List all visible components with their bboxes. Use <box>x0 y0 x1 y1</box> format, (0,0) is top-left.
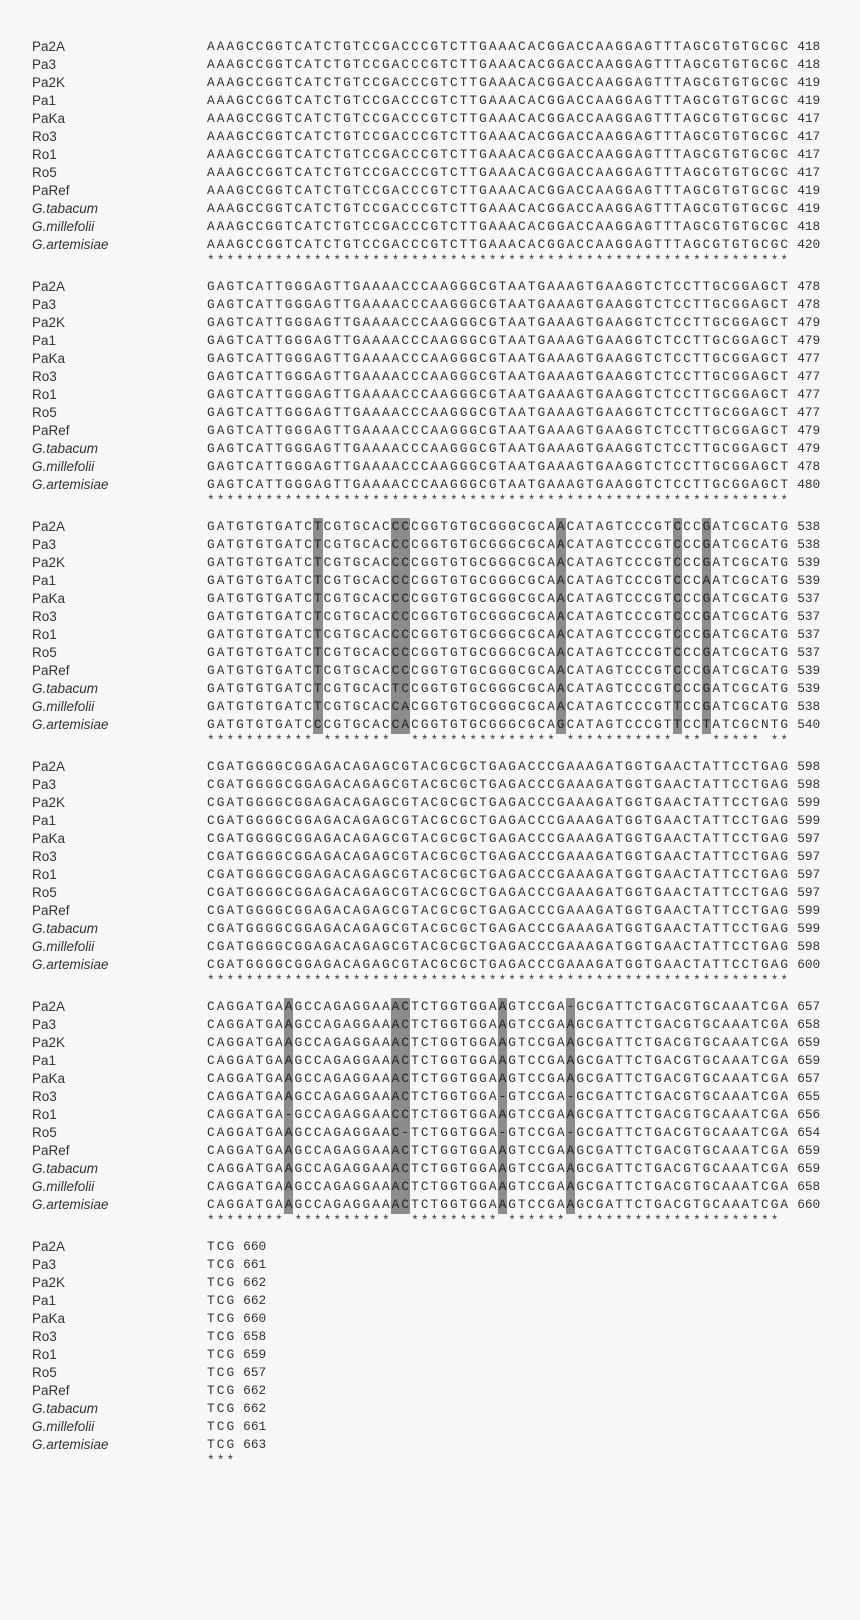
sequence-text: C G A T G G G G C G G A G A C A G A G C G T A C G C G C T G A G A C C C G A A A G A T G G T G A A C T A T T C C T G A G <box>207 777 789 792</box>
sequence-label: Ro5 <box>32 1125 57 1140</box>
position-number: 538 <box>797 699 821 714</box>
sequence-label: Pa3 <box>32 1257 57 1272</box>
alignment-row <box>0 1016 860 1034</box>
sequence-label: Pa1 <box>32 1053 57 1068</box>
position-number: 657 <box>797 999 821 1014</box>
position-number: 417 <box>797 111 821 126</box>
position-number: 477 <box>797 369 821 384</box>
alignment-row <box>0 1256 860 1274</box>
sequence-label: G.artemisiae <box>32 1197 109 1212</box>
alignment-row <box>0 536 860 554</box>
sequence-text: G A G T C A T T G G G A G T T G A A A A C C C A A G G G C G T A A T G A A A G T G A A G G T C T C C T T G C G G A G C T <box>207 441 789 456</box>
alignment-row <box>0 386 860 404</box>
sequence-label: PaKa <box>32 1071 66 1086</box>
sequence-label: Pa2K <box>32 795 66 810</box>
sequence-text: G A T G T G T G A T C T C G T G C A C C C C G G T G T G C G G G C G C A A C A T A G T C C C G T C C C G A T C G C A T G <box>207 609 789 624</box>
position-number: 597 <box>797 867 821 882</box>
alignment-row <box>0 278 860 296</box>
alignment-row <box>0 1070 860 1088</box>
alignment-row <box>0 164 860 182</box>
alignment-row <box>0 1196 860 1214</box>
alignment-row <box>0 608 860 626</box>
sequence-text: G A T G T G T G A T C T C G T G C A C C C C G G T G T G C G G G C G C A A C A T A G T C C C G T C C C G A T C G C A T G <box>207 663 789 678</box>
alignment-row <box>0 56 860 74</box>
sequence-label: Pa3 <box>32 297 57 312</box>
sequence-text: G A T G T G T G A T C T C G T G C A C C C C G G T G T G C G G G C G C A A C A T A G T C C C G T C C C G A T C G C A T G <box>207 627 789 642</box>
alignment-row <box>0 458 860 476</box>
position-number: 658 <box>797 1017 821 1032</box>
sequence-text: A A A G C C G G T C A T C T G T C C G A C C C G T C T T G A A A C A C G G A C C A A G G A G T T T A G C G T G T G C G C <box>207 93 789 108</box>
alignment-row <box>0 902 860 920</box>
sequence-text: C G A T G G G G C G G A G A C A G A G C G T A C G C G C T G A G A C C C G A A A G A T G G T G A A C T A T T C C T G A G <box>207 903 789 918</box>
sequence-label: G.millefolii <box>32 699 95 714</box>
sequence-text: C G A T G G G G C G G A G A C A G A G C G T A C G C G C T G A G A C C C G A A A G A T G G T G A A C T A T T C C T G A G <box>207 759 789 774</box>
alignment-row <box>0 1292 860 1310</box>
sequence-text: C A G G A T G A A G C C A G A G G A A A C T C T G G T G G A A G T C C G A A G C G A T T C T G A C G T G C A A A T C G A <box>207 1053 789 1068</box>
sequence-label: PaKa <box>32 351 66 366</box>
sequence-label: PaRef <box>32 1143 70 1158</box>
sequence-label: Ro5 <box>32 165 57 180</box>
sequence-text: G A T G T G T G A T C T C G T G C A C C C C G G T G T G C G G G C G C A A C A T A G T C C C G T C C C G A T C G C A T G <box>207 537 789 552</box>
alignment-row <box>0 590 860 608</box>
position-number: 478 <box>797 459 821 474</box>
sequence-text: C A G G A T G A A G C C A G A G G A A A C T C T G G T G G A A G T C C G A A G C G A T T C T G A C G T G C A A A T C G A <box>207 1161 789 1176</box>
position-number: 599 <box>797 813 821 828</box>
alignment-row <box>0 404 860 422</box>
alignment-row <box>0 554 860 572</box>
position-number: 600 <box>797 957 821 972</box>
alignment-row <box>0 572 860 590</box>
alignment-row <box>0 236 860 254</box>
position-number: 418 <box>797 57 821 72</box>
sequence-label: G.artemisiae <box>32 1437 109 1452</box>
alignment-row <box>0 440 860 458</box>
sequence-text: G A T G T G T G A T C T C G T G C A C C C C G G T G T G C G G G C G C A A C A T A G T C C C G T C C C G A T C G C A T G <box>207 645 789 660</box>
position-number: 660 <box>243 1311 267 1326</box>
sequence-label: Ro3 <box>32 1089 57 1104</box>
sequence-label: Ro1 <box>32 1347 57 1362</box>
alignment-row <box>0 1328 860 1346</box>
sequence-text: T C G <box>207 1329 235 1344</box>
sequence-text: T C G <box>207 1311 235 1326</box>
sequence-text: G A G T C A T T G G G A G T T G A A A A C C C A A G G G C G T A A T G A A A G T G A A G G T C T C C T T G C G G A G C T <box>207 351 789 366</box>
alignment-row <box>0 1088 860 1106</box>
sequence-label: G.tabacum <box>32 201 99 216</box>
sequence-label: G.tabacum <box>32 441 99 456</box>
sequence-label: G.artemisiae <box>32 237 109 252</box>
sequence-label: G.millefolii <box>32 939 95 954</box>
alignment-row <box>0 920 860 938</box>
sequence-text: C G A T G G G G C G G A G A C A G A G C G T A C G C G C T G A G A C C C G A A A G A T G G T G A A C T A T T C C T G A G <box>207 867 789 882</box>
alignment-row <box>0 848 860 866</box>
alignment-row <box>0 128 860 146</box>
alignment-row <box>0 350 860 368</box>
position-number: 478 <box>797 279 821 294</box>
position-number: 599 <box>797 903 821 918</box>
sequence-text: T C G <box>207 1383 235 1398</box>
sequence-label: Pa3 <box>32 777 57 792</box>
sequence-text: C A G G A T G A A G C C A G A G G A A A C T C T G G T G G A - G T C C G A - G C G A T T C T G A C G T G C A A A T C G A <box>207 1089 789 1104</box>
sequence-label: G.millefolii <box>32 459 95 474</box>
alignment-row <box>0 1124 860 1142</box>
sequence-label: Pa2A <box>32 519 66 534</box>
alignment-row <box>0 956 860 974</box>
sequence-label: PaKa <box>32 111 66 126</box>
sequence-label: G.artemisiae <box>32 477 109 492</box>
sequence-label: Ro3 <box>32 609 57 624</box>
sequence-text: C G A T G G G G C G G A G A C A G A G C G T A C G C G C T G A G A C C C G A A A G A T G G T G A A C T A T T C C T G A G <box>207 831 789 846</box>
sequence-text: G A G T C A T T G G G A G T T G A A A A C C C A A G G G C G T A A T G A A A G T G A A G G T C T C C T T G C G G A G C T <box>207 369 789 384</box>
alignment-row <box>0 92 860 110</box>
sequence-label: Ro5 <box>32 885 57 900</box>
sequence-text: G A G T C A T T G G G A G T T G A A A A C C C A A G G G C G T A A T G A A A G T G A A G G T C T C C T T G C G G A G C T <box>207 405 789 420</box>
sequence-label: Ro3 <box>32 369 57 384</box>
sequence-label: Pa2K <box>32 75 66 90</box>
sequence-label: Pa2A <box>32 279 66 294</box>
sequence-label: Ro5 <box>32 405 57 420</box>
sequence-text: G A T G T G T G A T C T C G T G C A C C C C G G T G T G C G G G C G C A A C A T A G T C C C G T C C C G A T C G C A T G <box>207 555 789 570</box>
alignment-row <box>0 1034 860 1052</box>
sequence-text: A A A G C C G G T C A T C T G T C C G A C C C G T C T T G A A A C A C G G A C C A A G G A G T T T A G C G T G T G C G C <box>207 111 789 126</box>
position-number: 658 <box>243 1329 267 1344</box>
sequence-label: G.millefolii <box>32 1179 95 1194</box>
alignment-row <box>0 1052 860 1070</box>
position-number: 420 <box>797 237 821 252</box>
alignment-row <box>0 866 860 884</box>
position-number: 657 <box>797 1071 821 1086</box>
consensus-line: * * * <box>207 1453 235 1468</box>
consensus-line: * * * * * * * * * * * * * * * * * * * * * * * * * * * * * * * * * * * * * * * * * * * * * * * * * * * * * * <box>207 1213 779 1228</box>
alignment-row <box>0 518 860 536</box>
sequence-label: Ro3 <box>32 129 57 144</box>
sequence-text: T C G <box>207 1419 235 1434</box>
alignment-row <box>0 182 860 200</box>
sequence-label: Pa1 <box>32 1293 57 1308</box>
position-number: 538 <box>797 519 821 534</box>
position-number: 659 <box>797 1143 821 1158</box>
position-number: 417 <box>797 129 821 144</box>
consensus-line: * * * * * * * * * * * * * * * * * * * * * * * * * * * * * * * * * * * * * * * * * * * * * * * * * * * * * * * * * * * * <box>207 973 789 988</box>
sequence-text: C A G G A T G A A G C C A G A G G A A A C T C T G G T G G A A G T C C G A A G C G A T T C T G A C G T G C A A A T C G A <box>207 1143 789 1158</box>
sequence-label: Pa1 <box>32 333 57 348</box>
sequence-label: Ro1 <box>32 867 57 882</box>
alignment-row <box>0 812 860 830</box>
position-number: 658 <box>797 1179 821 1194</box>
alignment-row <box>0 716 860 734</box>
position-number: 537 <box>797 627 821 642</box>
position-number: 598 <box>797 759 821 774</box>
sequence-text: T C G <box>207 1365 235 1380</box>
sequence-text: C G A T G G G G C G G A G A C A G A G C G T A C G C G C T G A G A C C C G A A A G A T G G T G A A C T A T T C C T G A G <box>207 939 789 954</box>
alignment-row <box>0 74 860 92</box>
alignment-row <box>0 368 860 386</box>
sequence-label: Pa1 <box>32 573 57 588</box>
sequence-label: Pa2A <box>32 759 66 774</box>
sequence-label: PaKa <box>32 831 66 846</box>
position-number: 479 <box>797 423 821 438</box>
sequence-text: G A G T C A T T G G G A G T T G A A A A C C C A A G G G C G T A A T G A A A G T G A A G G T C T C C T T G C G G A G C T <box>207 333 789 348</box>
alignment-row <box>0 1142 860 1160</box>
alignment-row <box>0 830 860 848</box>
sequence-text: T C G <box>207 1275 235 1290</box>
alignment-row <box>0 110 860 128</box>
sequence-text: G A G T C A T T G G G A G T T G A A A A C C C A A G G G C G T A A T G A A A G T G A A G G T C T C C T T G C G G A G C T <box>207 477 789 492</box>
position-number: 539 <box>797 573 821 588</box>
consensus-line: * * * * * * * * * * * * * * * * * * * * * * * * * * * * * * * * * * * * * * * * * * * * * * * * * * * * * <box>207 733 789 748</box>
sequence-text: A A A G C C G G T C A T C T G T C C G A C C C G T C T T G A A A C A C G G A C C A A G G A G T T T A G C G T G T G C G C <box>207 75 789 90</box>
position-number: 654 <box>797 1125 821 1140</box>
position-number: 480 <box>797 477 821 492</box>
sequence-label: Ro1 <box>32 1107 57 1122</box>
position-number: 662 <box>243 1401 267 1416</box>
position-number: 662 <box>243 1275 267 1290</box>
alignment-row <box>0 1238 860 1256</box>
position-number: 537 <box>797 609 821 624</box>
sequence-label: PaKa <box>32 591 66 606</box>
alignment-row <box>0 1160 860 1178</box>
position-number: 419 <box>797 75 821 90</box>
sequence-text: G A G T C A T T G G G A G T T G A A A A C C C A A G G G C G T A A T G A A A G T G A A G G T C T C C T T G C G G A G C T <box>207 315 789 330</box>
position-number: 662 <box>243 1293 267 1308</box>
alignment-row <box>0 938 860 956</box>
alignment-row <box>0 1400 860 1418</box>
sequence-text: C G A T G G G G C G G A G A C A G A G C G T A C G C G C T G A G A C C C G A A A G A T G G T G A A C T A T T C C T G A G <box>207 921 789 936</box>
sequence-text: C G A T G G G G C G G A G A C A G A G C G T A C G C G C T G A G A C C C G A A A G A T G G T G A A C T A T T C C T G A G <box>207 849 789 864</box>
sequence-label: Ro3 <box>32 849 57 864</box>
sequence-text: C A G G A T G A - G C C A G A G G A A C C T C T G G T G G A A G T C C G A A G C G A T T C T G A C G T G C A A A T C G A <box>207 1107 789 1122</box>
position-number: 656 <box>797 1107 821 1122</box>
sequence-label: G.artemisiae <box>32 957 109 972</box>
sequence-text: T C G <box>207 1437 235 1452</box>
sequence-text: G A T G T G T G A T C T C G T G C A C C C C G G T G T G C G G G C G C A A C A T A G T C C C G T C C C A A T C G C A T G <box>207 573 789 588</box>
sequence-text: T C G <box>207 1257 235 1272</box>
sequence-text: A A A G C C G G T C A T C T G T C C G A C C C G T C T T G A A A C A C G G A C C A A G G A G T T T A G C G T G T G C G C <box>207 165 789 180</box>
sequence-label: PaKa <box>32 1311 66 1326</box>
alignment-row <box>0 998 860 1016</box>
alignment-row <box>0 1310 860 1328</box>
sequence-text: G A T G T G T G A T C C C G T G C A C C A C G G T G T G C G G G C G C A G C A T A G T C C C G T T C C T A T C G C N T G <box>207 717 789 732</box>
sequence-label: PaRef <box>32 423 70 438</box>
alignment-row <box>0 476 860 494</box>
sequence-text: G A G T C A T T G G G A G T T G A A A A C C C A A G G G C G T A A T G A A A G T G A A G G T C T C C T T G C G G A G C T <box>207 387 789 402</box>
sequence-label: Pa2A <box>32 39 66 54</box>
alignment-row <box>0 662 860 680</box>
consensus-line: * * * * * * * * * * * * * * * * * * * * * * * * * * * * * * * * * * * * * * * * * * * * * * * * * * * * * * * * * * * * <box>207 493 789 508</box>
position-number: 599 <box>797 795 821 810</box>
alignment-row <box>0 794 860 812</box>
sequence-text: G A T G T G T G A T C T C G T G C A C C A C G G T G T G C G G G C G C A A C A T A G T C C C G T T C C G A T C G C A T G <box>207 699 789 714</box>
alignment-row <box>0 38 860 56</box>
sequence-text: A A A G C C G G T C A T C T G T C C G A C C C G T C T T G A A A C A C G G A C C A A G G A G T T T A G C G T G T G C G C <box>207 39 789 54</box>
alignment-row <box>0 758 860 776</box>
sequence-label: Pa1 <box>32 813 57 828</box>
sequence-label: G.millefolii <box>32 219 95 234</box>
sequence-label: G.tabacum <box>32 921 99 936</box>
alignment-row <box>0 1106 860 1124</box>
alignment-row <box>0 314 860 332</box>
sequence-label: PaRef <box>32 183 70 198</box>
sequence-label: Pa2K <box>32 315 66 330</box>
sequence-text: A A A G C C G G T C A T C T G T C C G A C C C G T C T T G A A A C A C G G A C C A A G G A G T T T A G C G T G T G C G C <box>207 57 789 72</box>
position-number: 659 <box>797 1035 821 1050</box>
sequence-text: A A A G C C G G T C A T C T G T C C G A C C C G T C T T G A A A C A C G G A C C A A G G A G T T T A G C G T G T G C G C <box>207 183 789 198</box>
sequence-label: Ro1 <box>32 387 57 402</box>
sequence-label: Pa2A <box>32 999 66 1014</box>
sequence-text: A A A G C C G G T C A T C T G T C C G A C C C G T C T T G A A A C A C G G A C C A A G G A G T T T A G C G T G T G C G C <box>207 219 789 234</box>
position-number: 661 <box>243 1257 267 1272</box>
sequence-label: PaRef <box>32 1383 70 1398</box>
alignment-row <box>0 884 860 902</box>
sequence-label: PaRef <box>32 663 70 678</box>
position-number: 597 <box>797 849 821 864</box>
alignment-row <box>0 146 860 164</box>
sequence-text: C A G G A T G A A G C C A G A G G A A A C T C T G G T G G A A G T C C G A A G C G A T T C T G A C G T G C A A A T C G A <box>207 1179 789 1194</box>
sequence-text: A A A G C C G G T C A T C T G T C C G A C C C G T C T T G A A A C A C G G A C C A A G G A G T T T A G C G T G T G C G C <box>207 237 789 252</box>
position-number: 418 <box>797 39 821 54</box>
position-number: 540 <box>797 717 821 732</box>
sequence-text: A A A G C C G G T C A T C T G T C C G A C C C G T C T T G A A A C A C G G A C C A A G G A G T T T A G C G T G T G C G C <box>207 201 789 216</box>
sequence-label: Ro5 <box>32 645 57 660</box>
sequence-text: G A T G T G T G A T C T C G T G C A C T C C G G T G T G C G G G C G C A A C A T A G T C C C G T C C C G A T C G C A T G <box>207 681 789 696</box>
position-number: 598 <box>797 939 821 954</box>
sequence-text: C A G G A T G A A G C C A G A G G A A A C T C T G G T G G A A G T C C G A - G C G A T T C T G A C G T G C A A A T C G A <box>207 999 789 1014</box>
alignment-row <box>0 200 860 218</box>
alignment-row <box>0 1274 860 1292</box>
position-number: 479 <box>797 441 821 456</box>
sequence-label: Pa1 <box>32 93 57 108</box>
position-number: 537 <box>797 645 821 660</box>
position-number: 655 <box>797 1089 821 1104</box>
sequence-text: G A G T C A T T G G G A G T T G A A A A C C C A A G G G C G T A A T G A A A G T G A A G G T C T C C T T G C G G A G C T <box>207 297 789 312</box>
consensus-line: * * * * * * * * * * * * * * * * * * * * * * * * * * * * * * * * * * * * * * * * * * * * * * * * * * * * * * * * * * * * <box>207 253 789 268</box>
sequence-text: T C G <box>207 1401 235 1416</box>
sequence-text: G A G T C A T T G G G A G T T G A A A A C C C A A G G G C G T A A T G A A A G T G A A G G T C T C C T T G C G G A G C T <box>207 423 789 438</box>
sequence-text: C G A T G G G G C G G A G A C A G A G C G T A C G C G C T G A G A C C C G A A A G A T G G T G A A C T A T T C C T G A G <box>207 813 789 828</box>
sequence-text: C G A T G G G G C G G A G A C A G A G C G T A C G C G C T G A G A C C C G A A A G A T G G T G A A C T A T T C C T G A G <box>207 957 789 972</box>
alignment-row <box>0 332 860 350</box>
position-number: 663 <box>243 1437 267 1452</box>
alignment-row <box>0 296 860 314</box>
position-number: 660 <box>797 1197 821 1212</box>
alignment-row <box>0 1364 860 1382</box>
position-number: 598 <box>797 777 821 792</box>
sequence-label: G.tabacum <box>32 1161 99 1176</box>
sequence-label: PaRef <box>32 903 70 918</box>
alignment-row <box>0 680 860 698</box>
sequence-label: Ro1 <box>32 147 57 162</box>
alignment-row <box>0 422 860 440</box>
position-number: 539 <box>797 663 821 678</box>
sequence-text: C A G G A T G A A G C C A G A G G A A C - T C T G G T G G A - G T C C G A - G C G A T T C T G A C G T G C A A A T C G A <box>207 1125 789 1140</box>
sequence-text: A A A G C C G G T C A T C T G T C C G A C C C G T C T T G A A A C A C G G A C C A A G G A G T T T A G C G T G T G C G C <box>207 129 789 144</box>
alignment-row <box>0 1346 860 1364</box>
sequence-label: G.tabacum <box>32 1401 99 1416</box>
sequence-text: C G A T G G G G C G G A G A C A G A G C G T A C G C G C T G A G A C C C G A A A G A T G G T G A A C T A T T C C T G A G <box>207 885 789 900</box>
alignment-row <box>0 698 860 716</box>
position-number: 539 <box>797 681 821 696</box>
position-number: 479 <box>797 315 821 330</box>
sequence-text: G A G T C A T T G G G A G T T G A A A A C C C A A G G G C G T A A T G A A A G T G A A G G T C T C C T T G C G G A G C T <box>207 279 789 294</box>
sequence-text: A A A G C C G G T C A T C T G T C C G A C C C G T C T T G A A A C A C G G A C C A A G G A G T T T A G C G T G T G C G C <box>207 147 789 162</box>
position-number: 657 <box>243 1365 267 1380</box>
sequence-label: Pa3 <box>32 57 57 72</box>
sequence-label: Ro3 <box>32 1329 57 1344</box>
alignment-row <box>0 626 860 644</box>
alignment-row <box>0 218 860 236</box>
position-number: 478 <box>797 297 821 312</box>
sequence-label: Ro1 <box>32 627 57 642</box>
sequence-label: Pa2K <box>32 1035 66 1050</box>
sequence-text: C A G G A T G A A G C C A G A G G A A A C T C T G G T G G A A G T C C G A A G C G A T T C T G A C G T G C A A A T C G A <box>207 1017 789 1032</box>
position-number: 419 <box>797 201 821 216</box>
position-number: 537 <box>797 591 821 606</box>
position-number: 417 <box>797 147 821 162</box>
position-number: 597 <box>797 831 821 846</box>
position-number: 659 <box>797 1161 821 1176</box>
position-number: 477 <box>797 351 821 366</box>
position-number: 479 <box>797 333 821 348</box>
position-number: 597 <box>797 885 821 900</box>
position-number: 660 <box>243 1239 267 1254</box>
alignment-row <box>0 776 860 794</box>
position-number: 419 <box>797 183 821 198</box>
sequence-label: Pa3 <box>32 1017 57 1032</box>
sequence-text: C A G G A T G A A G C C A G A G G A A A C T C T G G T G G A A G T C C G A A G C G A T T C T G A C G T G C A A A T C G A <box>207 1035 789 1050</box>
sequence-text: G A T G T G T G A T C T C G T G C A C C C C G G T G T G C G G G C G C A A C A T A G T C C C G T C C C G A T C G C A T G <box>207 591 789 606</box>
sequence-text: T C G <box>207 1239 235 1254</box>
sequence-text: C A G G A T G A A G C C A G A G G A A A C T C T G G T G G A A G T C C G A A G C G A T T C T G A C G T G C A A A T C G A <box>207 1071 789 1086</box>
alignment-row <box>0 644 860 662</box>
alignment-row <box>0 1436 860 1454</box>
position-number: 477 <box>797 387 821 402</box>
position-number: 659 <box>243 1347 267 1362</box>
sequence-text: T C G <box>207 1347 235 1362</box>
sequence-text: C G A T G G G G C G G A G A C A G A G C G T A C G C G C T G A G A C C C G A A A G A T G G T G A A C T A T T C C T G A G <box>207 795 789 810</box>
position-number: 662 <box>243 1383 267 1398</box>
sequence-label: G.artemisiae <box>32 717 109 732</box>
alignment-row <box>0 1382 860 1400</box>
alignment-row <box>0 1418 860 1436</box>
sequence-label: Pa2K <box>32 1275 66 1290</box>
sequence-label: Ro5 <box>32 1365 57 1380</box>
sequence-label: Pa2K <box>32 555 66 570</box>
sequence-text: G A G T C A T T G G G A G T T G A A A A C C C A A G G G C G T A A T G A A A G T G A A G G T C T C C T T G C G G A G C T <box>207 459 789 474</box>
position-number: 417 <box>797 165 821 180</box>
position-number: 477 <box>797 405 821 420</box>
position-number: 538 <box>797 537 821 552</box>
alignment-row <box>0 1178 860 1196</box>
position-number: 661 <box>243 1419 267 1434</box>
sequence-text: C A G G A T G A A G C C A G A G G A A A C T C T G G T G G A A G T C C G A A G C G A T T C T G A C G T G C A A A T C G A <box>207 1197 789 1212</box>
sequence-label: Pa3 <box>32 537 57 552</box>
sequence-label: G.tabacum <box>32 681 99 696</box>
sequence-text: T C G <box>207 1293 235 1308</box>
sequence-label: Pa2A <box>32 1239 66 1254</box>
position-number: 659 <box>797 1053 821 1068</box>
position-number: 419 <box>797 93 821 108</box>
position-number: 599 <box>797 921 821 936</box>
sequence-text: G A T G T G T G A T C T C G T G C A C C C C G G T G T G C G G G C G C A A C A T A G T C C C G T C C C G A T C G C A T G <box>207 519 789 534</box>
position-number: 418 <box>797 219 821 234</box>
sequence-label: G.millefolii <box>32 1419 95 1434</box>
position-number: 539 <box>797 555 821 570</box>
